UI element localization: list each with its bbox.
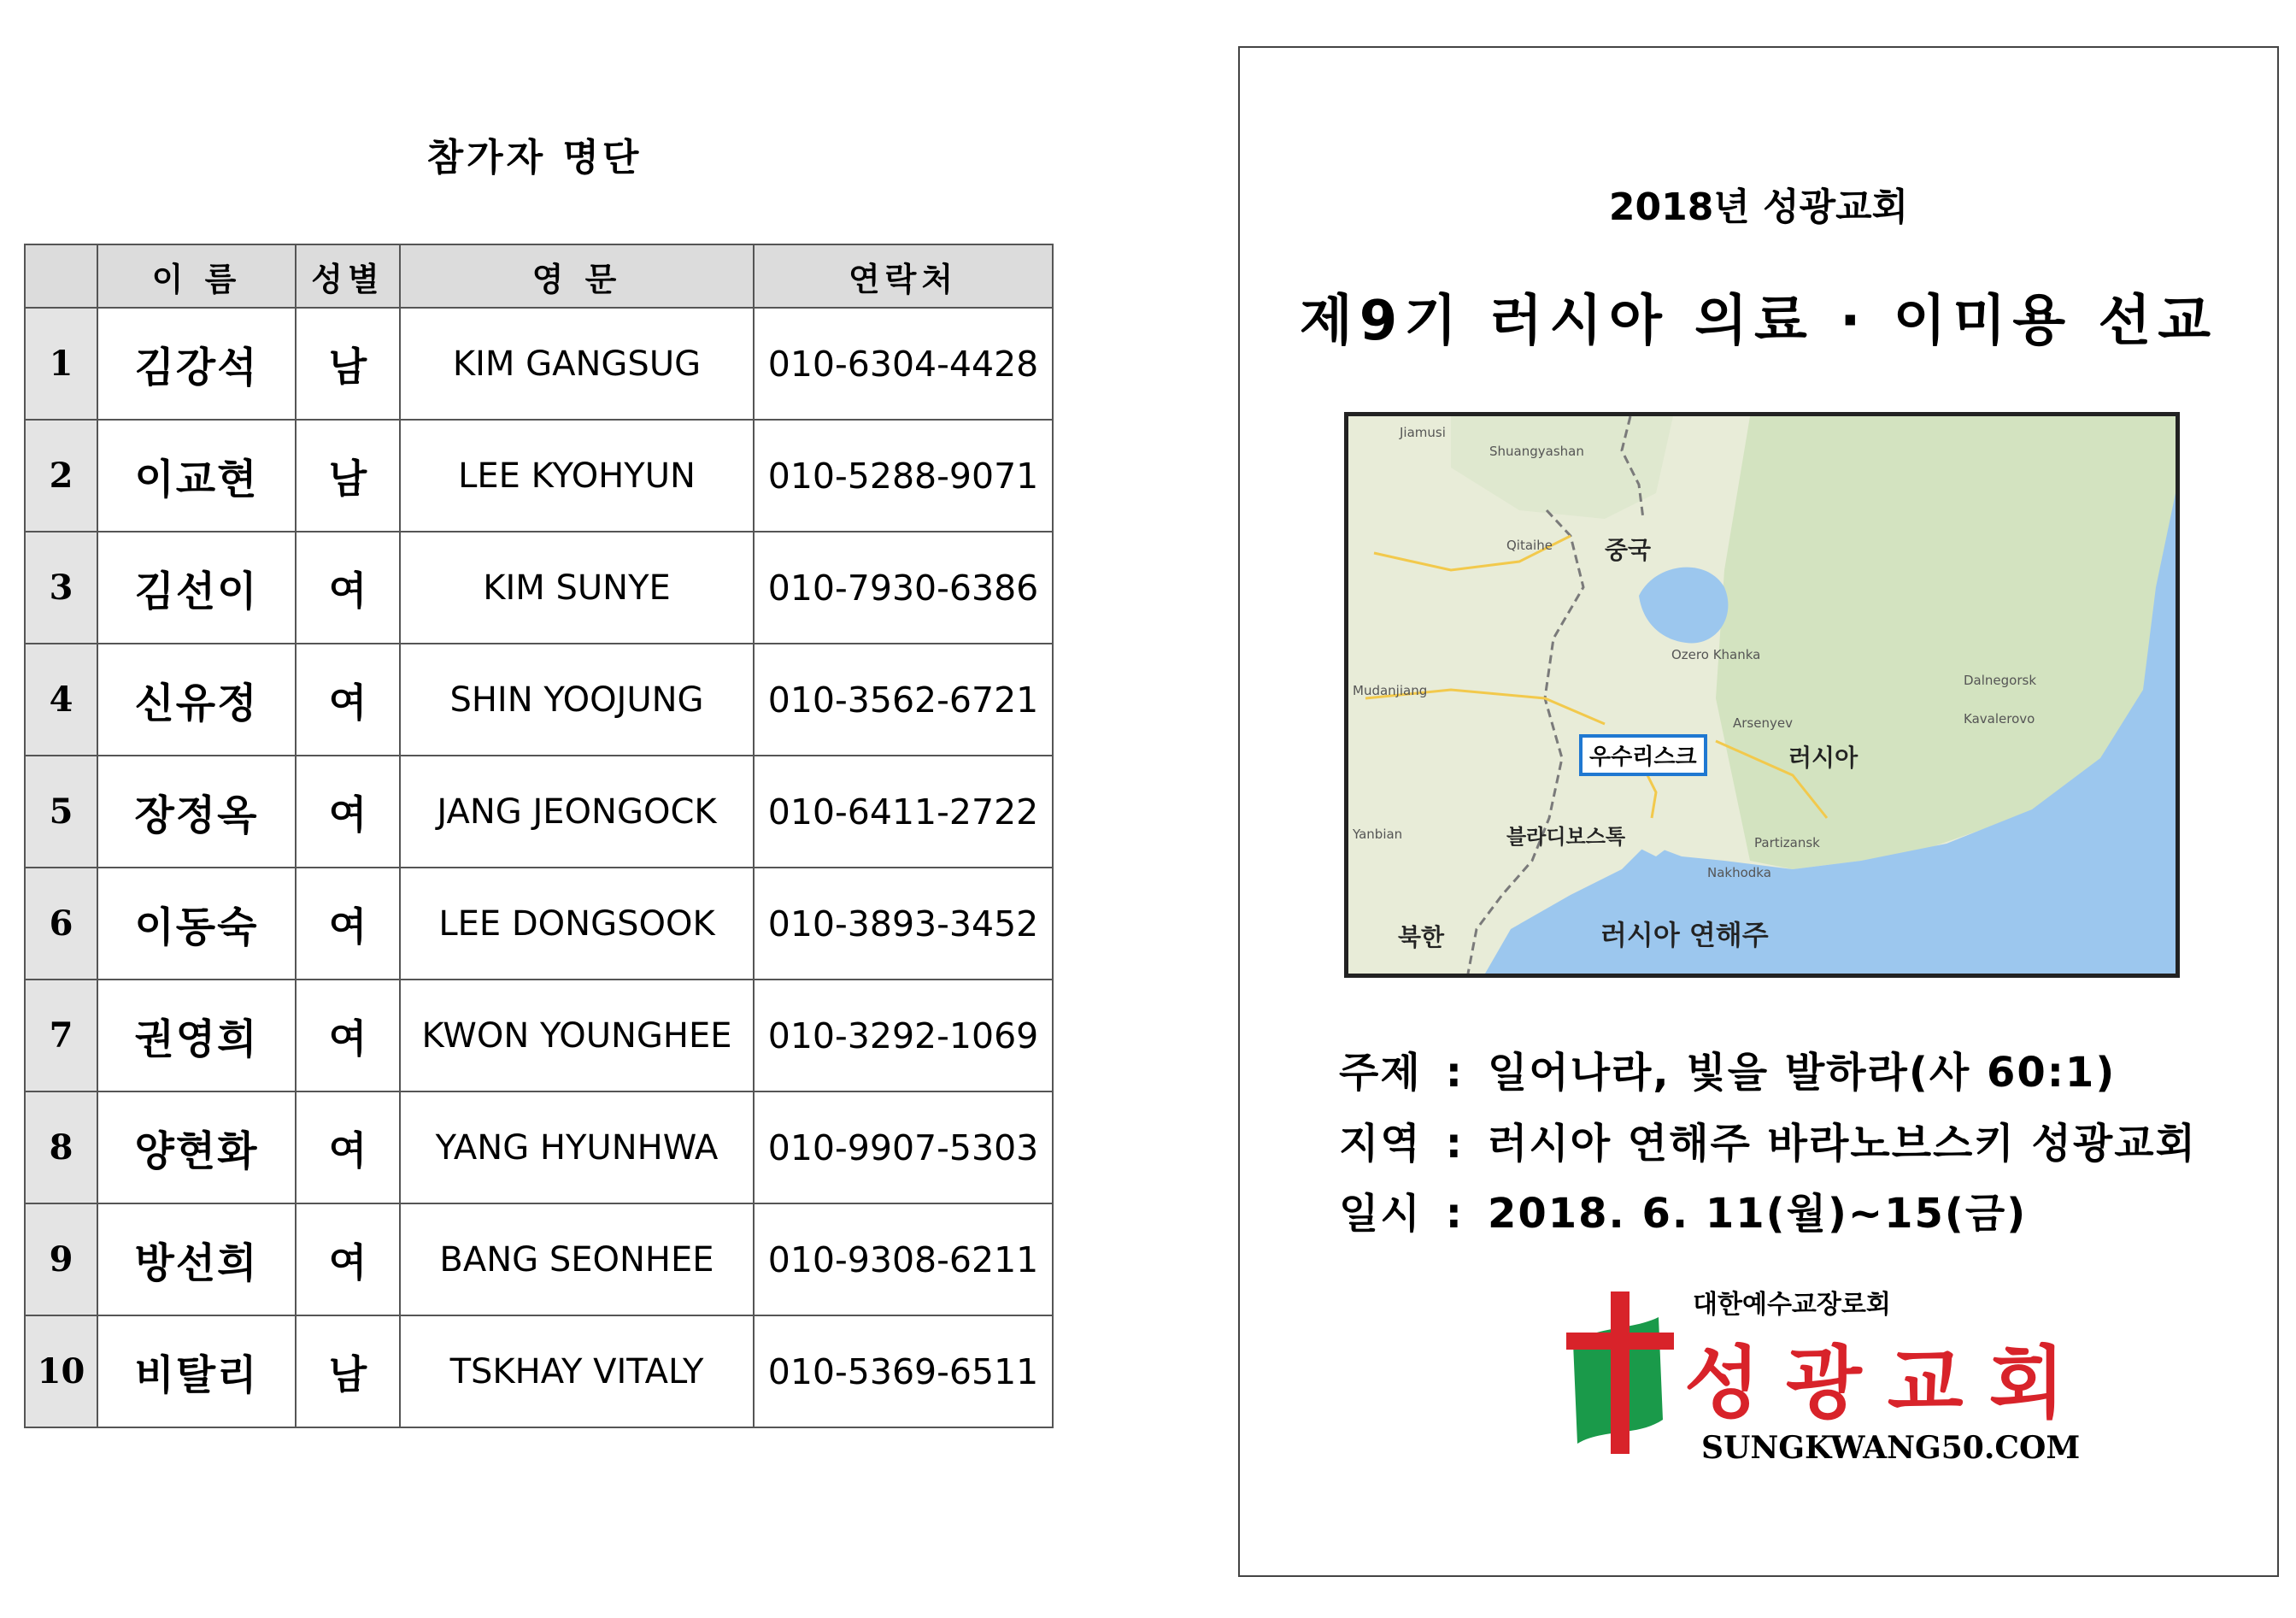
table-header-row: [25, 244, 1053, 308]
region-map: [1344, 412, 2180, 978]
participant-name: 신유정: [97, 644, 296, 756]
participant-gender: 여: [296, 644, 400, 756]
map-label-dalnegorsk: Dalnegorsk: [1964, 673, 2037, 688]
participant-name: 이동숙: [97, 868, 296, 980]
map-graphic: [1348, 416, 2176, 974]
participant-gender: 여: [296, 532, 400, 644]
row-number: 8: [25, 1091, 97, 1203]
participant-name: 김선이: [97, 532, 296, 644]
table-row: [25, 1203, 1053, 1315]
participant-phone: 010-6411-2722: [754, 756, 1053, 868]
participant-name: 방선희: [97, 1203, 296, 1315]
header-no: [25, 244, 97, 308]
participant-name: 비탈리: [97, 1315, 296, 1427]
participant-name: 양현화: [97, 1091, 296, 1203]
participant-english-name: KIM GANGSUG: [400, 308, 754, 420]
info-theme: [1339, 1039, 2116, 1098]
table-row: [25, 868, 1053, 980]
info-theme-sep: :: [1445, 1049, 1464, 1097]
participant-gender: 남: [296, 1315, 400, 1427]
logo-url: SUNGKWANG50.COM: [1701, 1430, 2081, 1466]
map-label-jiamusi: Jiamusi: [1400, 425, 1446, 440]
row-number: 6: [25, 868, 97, 980]
row-number: 3: [25, 532, 97, 644]
row-number: 4: [25, 644, 97, 756]
table-row: [25, 980, 1053, 1091]
participant-phone: 010-6304-4428: [754, 308, 1053, 420]
participant-gender: 여: [296, 980, 400, 1091]
participant-name: 이교현: [97, 420, 296, 532]
map-label-north-korea: 북한: [1398, 923, 1445, 951]
map-label-partizansk: Partizansk: [1754, 835, 1820, 850]
info-date: [1339, 1180, 2027, 1239]
info-theme-key: 주제: [1339, 1049, 1422, 1097]
table-row: [25, 1315, 1053, 1427]
participant-phone: 010-5369-6511: [754, 1315, 1053, 1427]
participant-phone: 010-3562-6721: [754, 644, 1053, 756]
participant-phone: 010-5288-9071: [754, 420, 1053, 532]
row-number: 1: [25, 308, 97, 420]
map-label-ussuriysk: 우수리스크: [1579, 734, 1707, 776]
table-row: [25, 532, 1053, 644]
map-label-vladivostok: 블라디보스톡: [1506, 825, 1626, 849]
info-date-sep: :: [1445, 1190, 1464, 1238]
participant-english-name: SHIN YOOJUNG: [400, 644, 754, 756]
header-gender: 성별: [296, 244, 400, 308]
roster-table: [24, 244, 1054, 1428]
map-label-nakhodka: Nakhodka: [1707, 865, 1771, 880]
participant-gender: 여: [296, 1091, 400, 1203]
info-region-value: 러시아 연해주 바라노브스키 성광교회: [1487, 1120, 2197, 1168]
cross-banner-icon: [1556, 1291, 1693, 1454]
row-number: 2: [25, 420, 97, 532]
participant-english-name: BANG SEONHEE: [400, 1203, 754, 1315]
info-date-key: 일시: [1339, 1190, 1422, 1238]
main-title: 제9기 러시아 의료 · 이미용 선교: [1299, 290, 2218, 353]
map-label-lake: Ozero Khanka: [1671, 647, 1761, 662]
map-label-kavalerovo: Kavalerovo: [1964, 711, 2035, 727]
table-row: [25, 756, 1053, 868]
participant-english-name: LEE KYOHYUN: [400, 420, 754, 532]
roster-title: 참가자 명단: [426, 136, 643, 179]
participant-english-name: KIM SUNYE: [400, 532, 754, 644]
church-logo: [1556, 1283, 2091, 1497]
participant-gender: 남: [296, 420, 400, 532]
participant-phone: 010-9308-6211: [754, 1203, 1053, 1315]
cover-page: [1238, 46, 2279, 1577]
participant-name: 김강석: [97, 308, 296, 420]
map-label-qitaihe: Qitaihe: [1506, 538, 1553, 553]
participant-gender: 여: [296, 756, 400, 868]
participant-phone: 010-3292-1069: [754, 980, 1053, 1091]
participant-english-name: LEE DONGSOOK: [400, 868, 754, 980]
participant-english-name: YANG HYUNHWA: [400, 1091, 754, 1203]
participant-gender: 여: [296, 868, 400, 980]
table-row: [25, 1091, 1053, 1203]
participant-gender: 남: [296, 308, 400, 420]
header-name: 이 름: [97, 244, 296, 308]
map-label-shuangyashan: Shuangyashan: [1489, 444, 1584, 459]
map-label-china: 중국: [1605, 536, 1652, 564]
participant-name: 권영희: [97, 980, 296, 1091]
map-label-mudanjiang: Mudanjiang: [1353, 683, 1428, 698]
participant-phone: 010-9907-5303: [754, 1091, 1053, 1203]
participant-phone: 010-3893-3452: [754, 868, 1053, 980]
map-label-yanbian: Yanbian: [1353, 827, 1403, 842]
logo-cross-horizontal: [1566, 1333, 1674, 1350]
table-row: [25, 308, 1053, 420]
year-line: 2018년 성광교회: [1608, 185, 1909, 229]
participant-english-name: KWON YOUNGHEE: [400, 980, 754, 1091]
participant-gender: 여: [296, 1203, 400, 1315]
info-region-key: 지역: [1339, 1120, 1422, 1168]
participant-english-name: TSKHAY VITALY: [400, 1315, 754, 1427]
participant-english-name: JANG JEONGOCK: [400, 756, 754, 868]
row-number: 9: [25, 1203, 97, 1315]
participant-name: 장정옥: [97, 756, 296, 868]
map-label-primorye: 러시아 연해주: [1600, 919, 1769, 951]
map-label-russia: 러시아: [1788, 744, 1859, 772]
map-label-arsenyev: Arsenyev: [1733, 715, 1793, 731]
header-english: 영 문: [400, 244, 754, 308]
info-region-sep: :: [1445, 1120, 1464, 1168]
table-row: [25, 420, 1053, 532]
info-date-value: 2018. 6. 11(월)~15(금): [1487, 1190, 2028, 1238]
info-region: [1339, 1110, 2197, 1169]
info-theme-value: 일어나라, 빛을 발하라(사 60:1): [1487, 1049, 2117, 1097]
row-number: 10: [25, 1315, 97, 1427]
participant-phone: 010-7930-6386: [754, 532, 1053, 644]
logo-church-name: 성광교회: [1684, 1338, 2091, 1429]
row-number: 7: [25, 980, 97, 1091]
table-row: [25, 644, 1053, 756]
header-phone: 연락처: [754, 244, 1053, 308]
row-number: 5: [25, 756, 97, 868]
logo-cross-vertical: [1611, 1291, 1630, 1454]
logo-denomination: 대한예수교장로회: [1693, 1290, 1891, 1320]
